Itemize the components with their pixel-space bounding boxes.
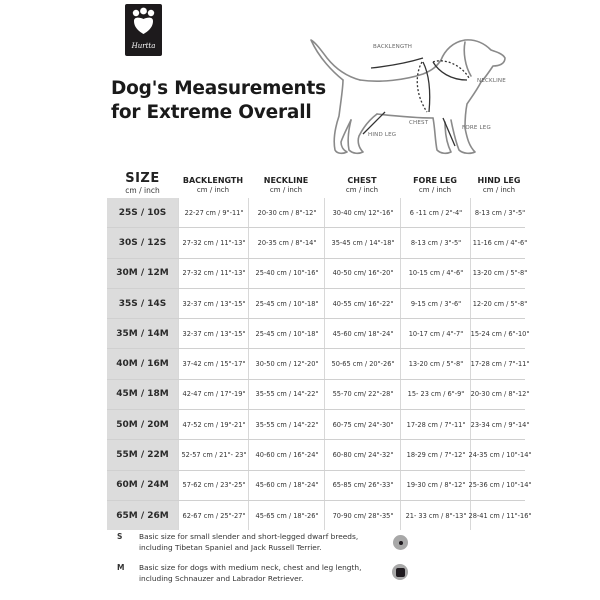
cell-neckline: 35-55 cm / 14"-22" <box>248 380 325 409</box>
cell-neckline: 45-65 cm / 18"-26" <box>248 501 325 530</box>
size-m-badge-icon <box>392 564 408 580</box>
hurtta-logo <box>125 4 162 56</box>
cell-size: 30M / 12M <box>107 259 178 288</box>
table-row <box>107 318 530 348</box>
cell-neckline: 35-55 cm / 14"-22" <box>248 410 325 439</box>
cell-size: 40M / 16M <box>107 349 178 378</box>
table-row <box>107 198 525 227</box>
note-line: including Schnauzer and Labrador Retriever. <box>139 574 304 583</box>
cell-neckline: 45-60 cm / 18"-24" <box>248 471 325 500</box>
diagram-label-neckline: NECKLINE <box>477 78 506 84</box>
cell-fore-leg: 10-17 cm / 4"-7" <box>400 319 471 348</box>
header-neckline <box>248 176 324 195</box>
diagram-label-chest: CHEST <box>409 120 429 126</box>
cell-chest: 35-45 cm / 14"-18" <box>324 228 401 257</box>
cell-fore-leg: 17-28 cm / 7"-11" <box>400 410 471 439</box>
header-label: SIZE <box>125 171 160 186</box>
cell-chest: 30-40 cm/ 12"-16" <box>324 198 401 227</box>
page-title <box>111 77 326 125</box>
note-key: M <box>117 563 125 572</box>
table-row <box>107 500 532 530</box>
note-key: S <box>117 532 123 541</box>
size-table <box>107 198 532 530</box>
cell-chest: 55-70 cm/ 22"-28" <box>324 380 401 409</box>
cell-size: 60M / 24M <box>107 471 178 500</box>
cell-fore-leg: 15- 23 cm / 6"-9" <box>400 380 471 409</box>
cell-hind-leg: 28-41 cm / 11"-16" <box>470 501 529 530</box>
cell-backlength: 37-42 cm / 15"-17" <box>178 349 249 378</box>
header-unit: cm / inch <box>196 186 230 194</box>
header-fore-leg <box>400 176 470 195</box>
table-row <box>107 439 532 469</box>
cell-neckline: 25-40 cm / 10"-16" <box>248 259 325 288</box>
cell-hind-leg: 20-30 cm / 8"-12" <box>470 380 529 409</box>
header-backlength <box>178 176 248 195</box>
header-unit: cm / inch <box>345 186 379 194</box>
cell-fore-leg: 18-29 cm / 7"-12" <box>400 440 471 469</box>
cell-size: 50M / 20M <box>107 410 178 439</box>
note-line: Basic size for small slender and short-legged dwarf breeds, <box>139 532 359 541</box>
diagram-label-backlength: BACKLENGTH <box>373 44 413 50</box>
header-unit: cm / inch <box>418 186 452 194</box>
cell-size: 45M / 18M <box>107 380 178 409</box>
cell-backlength: 27-32 cm / 11"-13" <box>178 259 249 288</box>
cell-neckline: 40-60 cm / 16"-24" <box>248 440 325 469</box>
cell-hind-leg: 13-20 cm / 5"-8" <box>470 259 529 288</box>
header-label: BACKLENGTH <box>182 176 244 185</box>
cell-fore-leg: 10-15 cm / 4"-6" <box>400 259 471 288</box>
cell-fore-leg: 21- 33 cm / 8"-13" <box>400 501 471 530</box>
cell-backlength: 32-37 cm / 13"-15" <box>178 319 249 348</box>
cell-fore-leg: 8-13 cm / 3"-5" <box>400 228 471 257</box>
cell-backlength: 42-47 cm / 17"-19" <box>178 380 249 409</box>
cell-fore-leg: 9-15 cm / 3"-6" <box>400 289 471 318</box>
cell-backlength: 32-37 cm / 13"-15" <box>178 289 249 318</box>
cell-size: 65M / 26M <box>107 501 178 530</box>
cell-neckline: 20-30 cm / 8"-12" <box>248 198 325 227</box>
header-hind-leg <box>470 176 528 195</box>
header-unit: cm / inch <box>125 186 160 195</box>
cell-fore-leg: 19-30 cm / 8"-12" <box>400 471 471 500</box>
cell-chest: 45-60 cm/ 18"-24" <box>324 319 401 348</box>
table-row <box>107 288 528 318</box>
note-line: Basic size for dogs with medium neck, chest and leg length, <box>139 563 362 572</box>
cell-neckline: 30-50 cm / 12"-20" <box>248 349 325 378</box>
cell-hind-leg: 15-24 cm / 6"-10" <box>470 319 529 348</box>
cell-neckline: 25-45 cm / 10"-18" <box>248 319 325 348</box>
header-label: NECKLINE <box>263 176 309 185</box>
header-label: CHEST <box>347 176 377 185</box>
diagram-label-hind-leg: HIND LEG <box>368 132 397 138</box>
table-row <box>107 258 528 288</box>
cell-fore-leg: 6 -11 cm / 2"-4" <box>400 198 471 227</box>
cell-backlength: 62-67 cm / 25"-27" <box>178 501 249 530</box>
note-line: including Tibetan Spaniel and Jack Russell Terrier. <box>139 543 322 552</box>
cell-hind-leg: 24-35 cm / 10"-14" <box>470 440 529 469</box>
cell-size: 35S / 14S <box>107 289 178 318</box>
cell-backlength: 27-32 cm / 11"-13" <box>178 228 249 257</box>
dog-measurement-diagram <box>305 28 515 158</box>
cell-neckline: 20-35 cm / 8"-14" <box>248 228 325 257</box>
cell-hind-leg: 25-36 cm / 10"-14" <box>470 471 529 500</box>
cell-backlength: 22-27 cm / 9"-11" <box>178 198 249 227</box>
cell-chest: 70-90 cm/ 28"-35" <box>324 501 401 530</box>
cell-size: 35M / 14M <box>107 319 178 348</box>
title-line-1: Dog's Measurements <box>111 78 326 99</box>
logo-text: Hurtta <box>131 42 156 50</box>
cell-backlength: 52-57 cm / 21"- 23" <box>178 440 249 469</box>
cell-hind-leg: 11-16 cm / 4"-6" <box>470 228 529 257</box>
cell-hind-leg: 12-20 cm / 5"-8" <box>470 289 529 318</box>
cell-chest: 50-65 cm / 20"-26" <box>324 349 401 378</box>
cell-chest: 40-55 cm/ 16"-22" <box>324 289 401 318</box>
cell-size: 55M / 22M <box>107 440 178 469</box>
title-line-2: for Extreme Overall <box>111 102 312 123</box>
header-chest <box>324 176 400 195</box>
paw-icon <box>125 4 162 56</box>
cell-chest: 40-50 cm/ 16"-20" <box>324 259 401 288</box>
table-row <box>107 348 530 378</box>
cell-chest: 60-75 cm/ 24"-30" <box>324 410 401 439</box>
table-row <box>107 470 532 500</box>
header-unit: cm / inch <box>482 186 516 194</box>
table-row <box>107 227 528 257</box>
header-label: HIND LEG <box>477 176 521 185</box>
header-unit: cm / inch <box>269 186 303 194</box>
cell-backlength: 57-62 cm / 23"-25" <box>178 471 249 500</box>
cell-hind-leg: 23-34 cm / 9"-14" <box>470 410 529 439</box>
cell-chest: 60-80 cm/ 24"-32" <box>324 440 401 469</box>
cell-hind-leg: 17-28 cm / 7"-11" <box>470 349 529 378</box>
size-s-badge-icon <box>393 535 408 550</box>
cell-backlength: 47-52 cm / 19"-21" <box>178 410 249 439</box>
cell-size: 30S / 12S <box>107 228 178 257</box>
header-size <box>107 172 178 195</box>
header-label: FORE LEG <box>413 176 457 185</box>
table-row <box>107 379 530 409</box>
cell-size: 25S / 10S <box>107 198 178 227</box>
cell-hind-leg: 8-13 cm / 3"-5" <box>470 198 529 227</box>
diagram-label-fore-leg: FORE LEG <box>462 125 491 131</box>
cell-chest: 65-85 cm/ 26"-33" <box>324 471 401 500</box>
table-row <box>107 409 530 439</box>
cell-fore-leg: 13-20 cm / 5"-8" <box>400 349 471 378</box>
cell-neckline: 25-45 cm / 10"-18" <box>248 289 325 318</box>
